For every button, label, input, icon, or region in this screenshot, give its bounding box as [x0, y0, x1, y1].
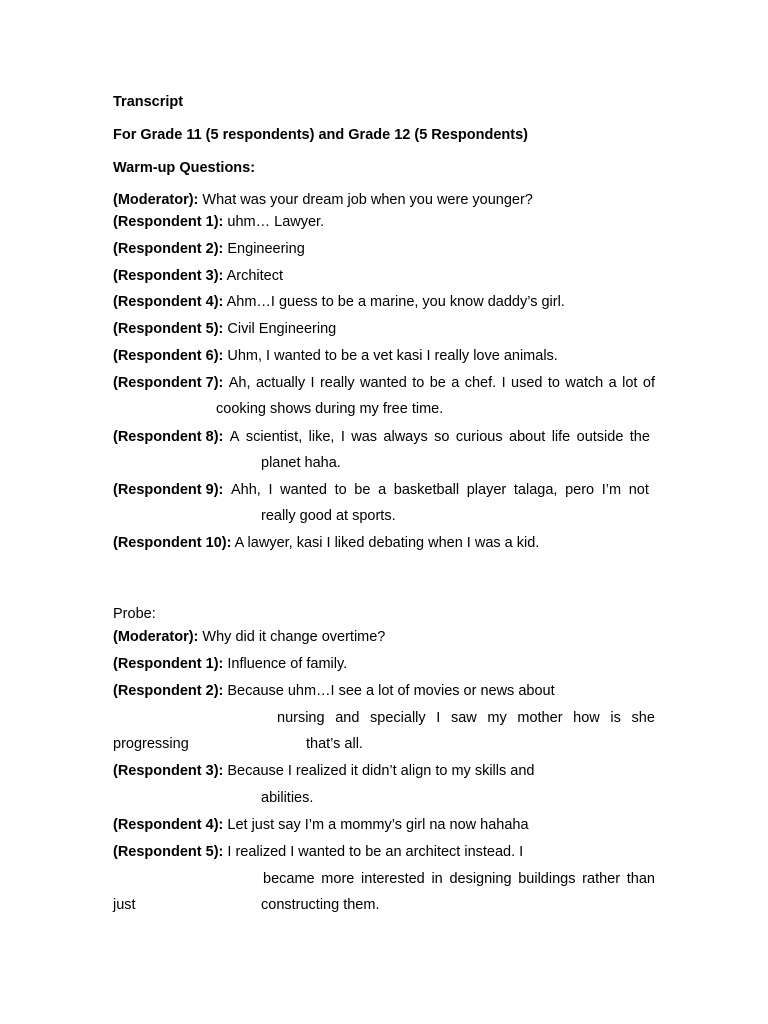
word: outside: [576, 429, 624, 445]
word: buildings: [518, 871, 576, 887]
probe-r3-continuation: abilities.: [261, 790, 314, 806]
word: a: [451, 375, 460, 391]
probe-r5-tail-a: just: [113, 897, 136, 913]
response-text: Because uhm…I see a lot of movies or news about: [227, 683, 555, 699]
word: I: [340, 429, 345, 445]
response-text: Influence of family.: [227, 656, 348, 672]
word: she: [631, 710, 655, 726]
response-text: uhm… Lawyer.: [227, 214, 325, 230]
word: than: [626, 871, 655, 887]
speaker-label: (Respondent 6):: [113, 348, 224, 364]
speaker-label: (Moderator):: [113, 192, 199, 208]
probe-r5-line: [113, 843, 523, 861]
response-text: Ahm…I guess to be a marine, you know daddy’s girl.: [226, 294, 565, 310]
word: pero: [565, 482, 595, 498]
word: was: [351, 429, 378, 445]
speaker-label: (Moderator):: [113, 629, 199, 645]
speaker-label: (Respondent 2):: [113, 241, 224, 257]
response-text: Because I realized it didn’t align to my skills and: [227, 763, 535, 779]
warmup-moderator-line: [113, 191, 533, 209]
word: designing: [449, 871, 512, 887]
word: player: [466, 482, 507, 498]
word: saw: [450, 710, 477, 726]
word: basketball: [393, 482, 460, 498]
warmup-r2-line: [113, 240, 305, 258]
warmup-r7-continuation: cooking shows during my free time.: [216, 401, 444, 417]
probe-r2-line: [113, 682, 555, 700]
word: about: [509, 429, 546, 445]
warmup-r4-line: [113, 293, 565, 311]
word: so: [434, 429, 450, 445]
word: I’m: [601, 482, 622, 498]
word: more: [321, 871, 355, 887]
document-subtitle: For Grade 11 (5 respondents) and Grade 12 (5 Respondents): [113, 127, 528, 143]
response-text: Engineering: [227, 241, 305, 257]
probe-r5-justified-line: [263, 870, 655, 888]
word: how: [573, 710, 600, 726]
speaker-label: (Respondent 3):: [113, 268, 224, 284]
word: nursing: [277, 710, 325, 726]
warmup-r3-line: [113, 267, 283, 285]
warmup-r7-line: [113, 374, 655, 392]
speaker-label: (Respondent 5):: [113, 321, 224, 337]
probe-r3-line: [113, 762, 534, 780]
word: a: [378, 482, 387, 498]
speaker-label: (Respondent 4):: [113, 817, 224, 833]
speaker-label: (Respondent 8):: [113, 429, 224, 445]
word: watch: [565, 375, 604, 391]
word: wanted: [360, 375, 407, 391]
word: be: [354, 482, 371, 498]
word: not: [628, 482, 649, 498]
word: I: [436, 710, 441, 726]
response-text: Civil Engineering: [227, 321, 337, 337]
word: my: [487, 710, 507, 726]
response-text: Architect: [226, 268, 284, 284]
probe-r4-line: [113, 816, 529, 834]
word: talaga,: [513, 482, 558, 498]
warmup-r5-line: [113, 320, 336, 338]
word: I: [268, 482, 273, 498]
word: is: [610, 710, 621, 726]
word: A: [229, 429, 240, 445]
word: specially: [370, 710, 426, 726]
word: I: [501, 375, 506, 391]
word: a: [608, 375, 617, 391]
warmup-heading: Warm-up Questions:: [113, 160, 256, 176]
probe-r2-tail-a: progressing: [113, 736, 189, 752]
probe-heading: Probe:: [113, 606, 156, 622]
word: like,: [308, 429, 335, 445]
word: to: [412, 375, 425, 391]
speaker-label: (Respondent 9):: [113, 482, 224, 498]
word: of: [642, 375, 655, 391]
speaker-label: (Respondent 1):: [113, 656, 224, 672]
word: Ahh,: [231, 482, 261, 498]
speaker-label: (Respondent 10):: [113, 535, 232, 551]
response-text: A lawyer, kasi I liked debating when I was a kid.: [234, 535, 540, 551]
word: lot: [622, 375, 638, 391]
word: in: [431, 871, 443, 887]
word: mother: [517, 710, 563, 726]
word: to: [547, 375, 560, 391]
word: Ah,: [228, 375, 251, 391]
speaker-label: (Respondent 4):: [113, 294, 224, 310]
word: curious: [455, 429, 503, 445]
warmup-r1-line: [113, 213, 324, 231]
document-title: Transcript: [113, 94, 184, 110]
warmup-r9-line: [113, 481, 649, 499]
word: the: [629, 429, 650, 445]
speaker-label: (Respondent 7):: [113, 375, 224, 391]
word: scientist,: [245, 429, 303, 445]
probe-moderator-line: [113, 628, 385, 646]
speaker-label: (Respondent 3):: [113, 763, 224, 779]
word: I: [310, 375, 315, 391]
speaker-label: (Respondent 2):: [113, 683, 224, 699]
speaker-label: (Respondent 5):: [113, 844, 224, 860]
moderator-question: Why did it change overtime?: [202, 629, 386, 645]
word: and: [335, 710, 360, 726]
word: always: [383, 429, 428, 445]
word: rather: [582, 871, 621, 887]
warmup-r8-continuation: planet haha.: [261, 455, 341, 471]
response-text: Uhm, I wanted to be a vet kasi I really love animals.: [227, 348, 558, 364]
response-text: Let just say I’m a mommy’s girl na now hahaha: [227, 817, 529, 833]
probe-r1-line: [113, 655, 347, 673]
word: wanted: [280, 482, 327, 498]
word: life: [551, 429, 571, 445]
probe-r2-justified-line: [277, 709, 655, 727]
probe-r2-tail-b: that’s all.: [306, 736, 363, 752]
word: interested: [361, 871, 425, 887]
speaker-label: (Respondent 1):: [113, 214, 224, 230]
warmup-r9-continuation: really good at sports.: [261, 508, 396, 524]
word: used: [511, 375, 543, 391]
warmup-r6-line: [113, 347, 558, 365]
warmup-r10-line: [113, 534, 539, 552]
word: chef.: [464, 375, 497, 391]
word: be: [429, 375, 446, 391]
response-text: I realized I wanted to be an architect instead. I: [227, 844, 524, 860]
word: to: [334, 482, 347, 498]
probe-r5-tail-b: constructing them.: [261, 897, 380, 913]
word: became: [263, 871, 315, 887]
word: really: [319, 375, 355, 391]
word: actually: [255, 375, 306, 391]
moderator-question: What was your dream job when you were younger?: [202, 192, 533, 208]
warmup-r8-line: [113, 428, 650, 446]
